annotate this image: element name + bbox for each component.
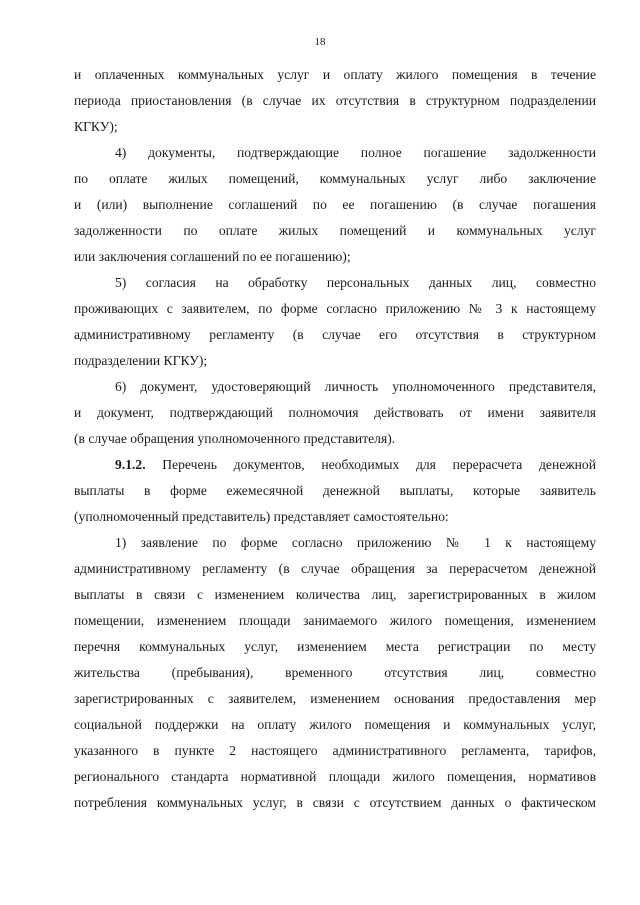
text-line: подразделении КГКУ); [74, 353, 208, 368]
text-line: (уполномоченный представитель) представляет самостоятельно: [74, 509, 449, 524]
text-line: проживающих с заявителем, по форме согласно приложению № 3 к настоящему [74, 301, 596, 316]
text-line: жительства (пребывания), временного отсутствия лиц, совместно [74, 665, 596, 680]
text-line: выплаты в связи с изменением количества лиц, зарегистрированных в жилом [74, 587, 596, 602]
page-number: 18 [314, 36, 326, 48]
section-heading-line [74, 452, 596, 478]
text-line: регионального стандарта нормативной площади жилого помещения, нормативов [74, 769, 596, 784]
text-line: социальной поддержки на оплату жилого помещения и коммунальных услуг, [74, 717, 596, 732]
section-text: Перечень документов, необходимых для перерасчета денежной [162, 457, 596, 472]
text-line: перечня коммунальных услуг, изменением места регистрации по месту [74, 639, 596, 654]
text-line: указанного в пункте 2 настоящего административного регламента, тарифов, [74, 743, 596, 758]
text-line: помещении, изменением площади занимаемого жилого помещения, изменением [74, 613, 596, 628]
list-item-6: 6) документ, удостоверяющий личность уполномоченного представителя, [115, 379, 596, 394]
text-line: выплаты в форме ежемесячной денежной выплаты, которые заявитель [74, 483, 596, 498]
text-line: и (или) выполнение соглашений по ее погашению (в случае погашения [74, 197, 596, 212]
text-line: КГКУ); [74, 119, 118, 134]
text-line: административному регламенту (в случае его отсутствия в структурном [74, 327, 596, 342]
text-line: потребления коммунальных услуг, в связи с отсутствием данных о фактическом [74, 795, 596, 810]
text-line: зарегистрированных с заявителем, изменением основания предоставления мер [74, 691, 596, 706]
text-line: и оплаченных коммунальных услуг и оплату жилого помещения в течение [74, 67, 596, 82]
list-item-1: 1) заявление по форме согласно приложению № 1 к настоящему [115, 535, 596, 550]
list-item-5: 5) согласия на обработку персональных данных лиц, совместно [115, 275, 596, 290]
text-line: (в случае обращения уполномоченного представителя). [74, 431, 396, 446]
text-line: по оплате жилых помещений, коммунальных услуг либо заключение [74, 171, 596, 186]
text-line: и документ, подтверждающий полномочия действовать от имени заявителя [74, 405, 596, 420]
text-line: или заключения соглашений по ее погашению); [74, 249, 351, 264]
section-number: 9.1.2. [115, 457, 146, 472]
text-line: административному регламенту (в случае обращения за перерасчетом денежной [74, 561, 596, 576]
list-item-4: 4) документы, подтверждающие полное погашение задолженности [115, 145, 596, 160]
text-line: задолженности по оплате жилых помещений и коммунальных услуг [74, 223, 596, 238]
text-line: периода приостановления (в случае их отсутствия в структурном подразделении [74, 93, 596, 108]
document-body [74, 62, 596, 816]
